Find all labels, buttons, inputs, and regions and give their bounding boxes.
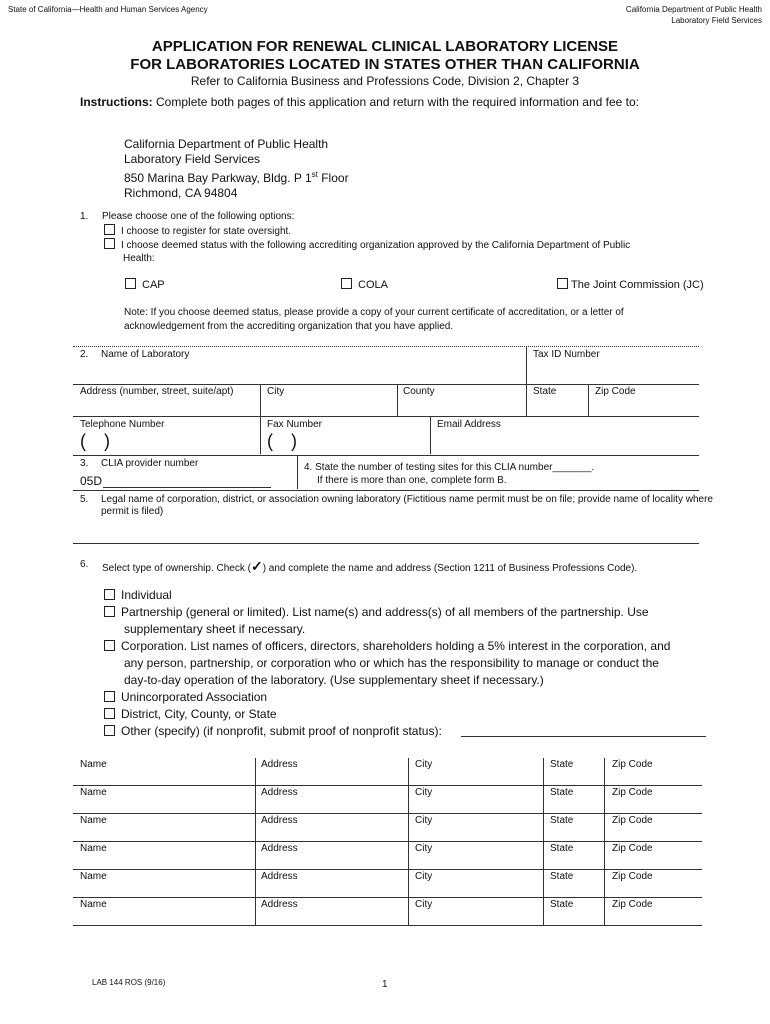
- tax-id-label: Tax ID Number: [533, 349, 600, 360]
- org-jc: [557, 278, 704, 291]
- ownership-individual: Individual: [104, 587, 670, 604]
- owner-city-field[interactable]: [410, 883, 541, 896]
- page-number: 1: [382, 979, 388, 990]
- unincorporated-checkbox[interactable]: [104, 691, 115, 702]
- divider: [73, 897, 702, 898]
- divider: [260, 384, 261, 416]
- address-line4: Richmond, CA 94804: [124, 186, 238, 200]
- q1-number: 1.: [80, 211, 89, 222]
- owner-name-label: Name: [80, 759, 107, 770]
- divider: [73, 455, 699, 456]
- divider: [526, 384, 527, 416]
- owner-name-label: Name: [80, 843, 107, 854]
- divider: [73, 869, 702, 870]
- divider: [73, 841, 702, 842]
- address-line2: Laboratory Field Services: [124, 152, 261, 166]
- owner-address-label: Address: [261, 871, 298, 882]
- cola-checkbox[interactable]: [341, 278, 352, 289]
- lab-name-field[interactable]: [73, 360, 525, 382]
- divider: [604, 842, 605, 869]
- q5-text: [101, 494, 713, 518]
- state-field[interactable]: [528, 397, 587, 415]
- q1-option-deemed: [104, 238, 630, 265]
- owner-state-label: State: [550, 899, 574, 910]
- owner-zip-code-field[interactable]: [606, 883, 700, 896]
- jc-label: The Joint Commission (JC): [571, 279, 704, 291]
- q4-line1: 4. State the number of testing sites for this CLIA number_______.: [304, 462, 595, 473]
- divider: [255, 786, 256, 813]
- divider: [255, 870, 256, 897]
- district-checkbox[interactable]: [104, 708, 115, 719]
- fax-label: Fax Number: [267, 419, 323, 430]
- ownership-options: [104, 587, 670, 740]
- divider: [543, 842, 544, 869]
- owner-name-label: Name: [80, 899, 107, 910]
- form-id: LAB 144 ROS (9/16): [92, 978, 166, 987]
- divider: [73, 384, 699, 385]
- owner-zip-code-field[interactable]: [606, 855, 700, 868]
- divider: [604, 814, 605, 841]
- owner-address-field[interactable]: [257, 799, 406, 812]
- q1-note: [124, 306, 624, 334]
- individual-checkbox[interactable]: [104, 589, 115, 600]
- divider: [526, 346, 527, 384]
- divider: [543, 814, 544, 841]
- owner-name-field[interactable]: [73, 827, 253, 840]
- owner-address-field[interactable]: [257, 883, 406, 896]
- ownership-corporation-cont2: day-to-day operation of the laboratory. (Use supplementary sheet if necessary.): [124, 673, 544, 687]
- divider: [543, 898, 544, 925]
- subtitle: Refer to California Business and Professions Code, Division 2, Chapter 3: [190, 74, 580, 88]
- title-line1: APPLICATION FOR RENEWAL CLINICAL LABORATORY LICENSE: [151, 38, 619, 55]
- owner-city-label: City: [415, 815, 433, 826]
- legal-name-field[interactable]: [73, 520, 699, 540]
- owner-name-label: Name: [80, 787, 107, 798]
- divider: [408, 758, 409, 785]
- ownership-district: District, City, County, or State: [104, 706, 670, 723]
- cap-label: CAP: [142, 279, 165, 291]
- cap-checkbox[interactable]: [125, 278, 136, 289]
- deemed-status-label-cont: Health:: [123, 253, 155, 264]
- state-oversight-label: I choose to register for state oversight.: [121, 226, 292, 237]
- owner-name-label: Name: [80, 871, 107, 882]
- q5-line1: Legal name of corporation, district, or association owning laboratory (Fictitious name permit must be on file; provide name of locality where: [101, 494, 713, 505]
- owner-city-field[interactable]: [410, 799, 541, 812]
- title-line2: FOR LABORATORIES LOCATED IN STATES OTHER THAN CALIFORNIA: [130, 56, 640, 73]
- q2-number: 2.: [80, 349, 89, 360]
- q5-number: 5.: [80, 494, 89, 505]
- deemed-status-label: I choose deemed status with the following accrediting organization approved by the California Department of Public: [121, 240, 631, 251]
- instructions: [80, 95, 639, 109]
- state-oversight-checkbox[interactable]: [104, 224, 115, 235]
- owner-state-field[interactable]: [545, 883, 602, 896]
- owner-state-field[interactable]: [545, 855, 602, 868]
- owner-name-field[interactable]: [73, 799, 253, 812]
- owner-address-field[interactable]: [257, 771, 406, 784]
- owner-state-label: State: [550, 759, 574, 770]
- cola-label: COLA: [358, 279, 388, 291]
- owner-city-field[interactable]: [410, 771, 541, 784]
- address-label: Address (number, street, suite/apt): [80, 386, 234, 397]
- city-field[interactable]: [262, 397, 396, 415]
- owner-zip-code-label: Zip Code: [612, 843, 653, 854]
- clia-prefix: 05D: [80, 474, 103, 488]
- q1-prompt: Please choose one of the following options:: [102, 211, 295, 222]
- mailing-address: [124, 137, 349, 201]
- divider: [430, 416, 431, 454]
- owner-city-field[interactable]: [410, 855, 541, 868]
- divider: [408, 814, 409, 841]
- divider: [73, 925, 702, 926]
- jc-checkbox[interactable]: [557, 278, 568, 289]
- owner-zip-code-label: Zip Code: [612, 815, 653, 826]
- owner-state-field[interactable]: [545, 827, 602, 840]
- owner-city-label: City: [415, 843, 433, 854]
- divider: [543, 870, 544, 897]
- clia-label: CLIA provider number: [101, 458, 199, 469]
- address-line3: 850 Marina Bay Parkway, Bldg. P 1st Floor: [124, 170, 349, 185]
- instructions-text: Complete both pages of this application and return with the required information and fee to:: [156, 95, 639, 109]
- other-specify-field[interactable]: [461, 736, 706, 737]
- q6-number: 6.: [80, 559, 89, 570]
- owner-address-label: Address: [261, 787, 298, 798]
- org-cap: [125, 278, 165, 291]
- owner-name-field[interactable]: [73, 771, 253, 784]
- department-name: California Department of Public Health: [625, 5, 762, 14]
- owner-name-label: Name: [80, 815, 107, 826]
- department-header: [626, 5, 762, 25]
- divider: [408, 786, 409, 813]
- owner-name-field[interactable]: [73, 911, 253, 924]
- divider: [543, 786, 544, 813]
- owner-state-label: State: [550, 871, 574, 882]
- address-line1: California Department of Public Health: [124, 137, 329, 151]
- q3-number: 3.: [80, 458, 89, 469]
- divider: [260, 416, 261, 454]
- division-name: Laboratory Field Services: [671, 16, 762, 25]
- city-label: City: [267, 386, 285, 397]
- divider: [408, 898, 409, 925]
- county-field[interactable]: [399, 397, 525, 415]
- other-checkbox[interactable]: [104, 725, 115, 736]
- ownership-partnership: Partnership (general or limited). List name(s) and address(s) of all members of the partnership. Use: [104, 604, 670, 621]
- q1-note-line2: acknowledgement from the accrediting organization that you have applied.: [124, 321, 454, 332]
- ownership-partnership-cont: supplementary sheet if necessary.: [124, 622, 306, 636]
- owner-city-field[interactable]: [410, 827, 541, 840]
- owner-zip-code-field[interactable]: [606, 827, 700, 840]
- divider: [408, 870, 409, 897]
- owner-address-field[interactable]: [257, 855, 406, 868]
- divider: [73, 543, 699, 544]
- corporation-checkbox[interactable]: [104, 640, 115, 651]
- owner-state-label: State: [550, 843, 574, 854]
- divider: [255, 842, 256, 869]
- divider: [255, 814, 256, 841]
- phone-field[interactable]: ( ): [80, 431, 110, 451]
- divider: [73, 346, 699, 347]
- email-field[interactable]: [432, 432, 698, 452]
- zip-field[interactable]: [590, 397, 698, 415]
- owner-name-field[interactable]: [73, 883, 253, 896]
- fax-field[interactable]: ( ): [267, 431, 297, 451]
- email-label: Email Address: [437, 419, 501, 430]
- ownership-corporation: Corporation. List names of officers, directors, shareholders holding a 5% interest in the corporation, and: [104, 638, 670, 655]
- owner-zip-code-field[interactable]: [606, 911, 700, 924]
- address-field[interactable]: [73, 397, 259, 415]
- ownership-other: Other (specify) (if nonprofit, submit proof of nonprofit status):: [104, 723, 670, 740]
- divider: [604, 786, 605, 813]
- divider: [73, 813, 702, 814]
- owner-zip-code-label: Zip Code: [612, 759, 653, 770]
- q4-line2: If there is more than one, complete form B.: [317, 475, 507, 486]
- partnership-checkbox[interactable]: [104, 606, 115, 617]
- owner-name-field[interactable]: [73, 855, 253, 868]
- divider: [73, 785, 702, 786]
- owner-state-field[interactable]: [545, 799, 602, 812]
- divider: [73, 416, 699, 417]
- county-label: County: [403, 386, 435, 397]
- owner-address-label: Address: [261, 899, 298, 910]
- owner-state-field[interactable]: [545, 771, 602, 784]
- divider: [604, 870, 605, 897]
- q1-option-state: [104, 224, 291, 237]
- divider: [408, 842, 409, 869]
- instructions-label: Instructions:: [80, 95, 153, 109]
- owner-city-label: City: [415, 899, 433, 910]
- owner-address-label: Address: [261, 843, 298, 854]
- divider: [543, 758, 544, 785]
- owner-zip-code-label: Zip Code: [612, 787, 653, 798]
- owner-state-label: State: [550, 787, 574, 798]
- divider: [255, 758, 256, 785]
- divider: [255, 898, 256, 925]
- divider: [297, 455, 298, 489]
- divider: [604, 898, 605, 925]
- q1-note-line1: Note: If you choose deemed status, please provide a copy of your current certificate of accreditation, or a letter of: [124, 307, 624, 318]
- owner-zip-code-label: Zip Code: [612, 899, 653, 910]
- owner-address-field[interactable]: [257, 827, 406, 840]
- q6-prompt: Select type of ownership. Check (✓) and complete the name and address (Section 1211 of Business Professions Code).: [102, 558, 638, 574]
- owner-city-label: City: [415, 871, 433, 882]
- lab-name-label: Name of Laboratory: [101, 349, 190, 360]
- owner-zip-code-field[interactable]: [606, 799, 700, 812]
- owner-city-label: City: [415, 787, 433, 798]
- owner-address-label: Address: [261, 759, 298, 770]
- owner-address-field[interactable]: [257, 911, 406, 924]
- deemed-status-checkbox[interactable]: [104, 238, 115, 249]
- owner-address-label: Address: [261, 815, 298, 826]
- q5-line2: permit is filed): [101, 506, 164, 517]
- ownership-unincorporated: Unincorporated Association: [104, 689, 670, 706]
- state-label: State: [533, 386, 557, 397]
- q4: [304, 461, 594, 487]
- divider: [397, 384, 398, 416]
- agency-header: State of California—Health and Human Services Agency: [8, 5, 208, 14]
- owner-state-field[interactable]: [545, 911, 602, 924]
- divider: [588, 384, 589, 416]
- ownership-corporation-cont1: any person, partnership, or corporation who or which has the responsibility to manage or conduct the: [124, 656, 659, 670]
- owner-zip-code-label: Zip Code: [612, 871, 653, 882]
- owner-state-label: State: [550, 815, 574, 826]
- clia-number-field[interactable]: [103, 487, 271, 488]
- divider: [604, 758, 605, 785]
- owner-city-field[interactable]: [410, 911, 541, 924]
- checkmark-icon: ✓: [250, 558, 263, 574]
- tax-id-field[interactable]: [528, 360, 698, 382]
- org-cola: [341, 278, 388, 291]
- owner-zip-code-field[interactable]: [606, 771, 700, 784]
- phone-label: Telephone Number: [80, 419, 165, 430]
- owner-city-label: City: [415, 759, 433, 770]
- divider: [73, 490, 699, 491]
- zip-label: Zip Code: [595, 386, 636, 397]
